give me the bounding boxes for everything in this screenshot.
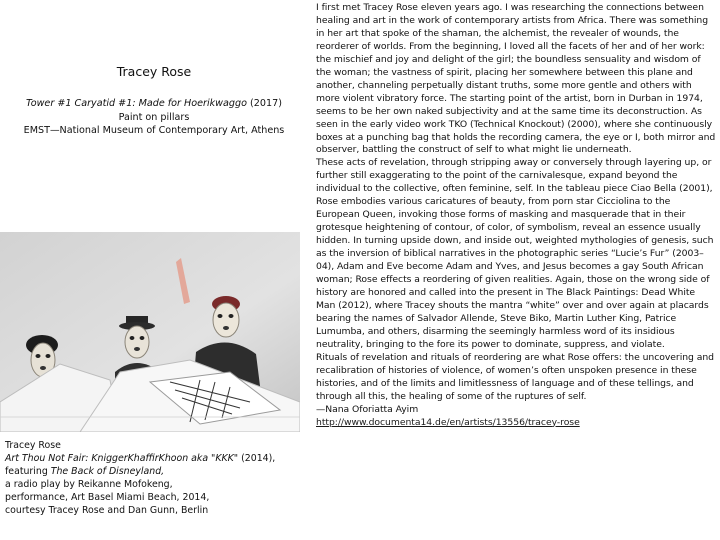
top-caption <box>0 64 308 138</box>
caption-radio-play: a radio play by Reikanne Mofokeng, <box>5 479 173 490</box>
essay-paragraph-3: Rituals of revelation and rituals of reordering are what Rose offers: the uncovering and recalibration of histories of violence, of women’s often unspoken presence in these histories, and of the limits and limitlessness of language and of these tellings, and through all this, the healing of some of the ruptures of self. <box>316 351 714 402</box>
work-venue: EMST—National Museum of Contemporary Art, Athens <box>23 125 285 137</box>
artist-name: Tracey Rose <box>116 64 192 79</box>
essay-source-link[interactable]: http://www.documenta14.de/en/artists/13556/tracey-rose <box>316 416 580 428</box>
performance-photo-graphic <box>0 232 300 432</box>
work-year: (2017) <box>250 98 282 109</box>
left-column <box>0 0 308 540</box>
essay-column <box>316 2 716 429</box>
caption-featuring-title: The Back of Disneyland, <box>50 466 165 477</box>
bottom-caption <box>5 439 305 517</box>
work-title: Tower #1 Caryatid #1: Made for Hoerikwaggo <box>26 98 247 109</box>
essay-paragraph-2: These acts of revelation, through stripping away or conversely through layering up, or further still exaggerating to the point of the carnivalesque, expand beyond the individual to the collective, often feminine, self. In the tableau piece Ciao Bella (2001), Rose embodies various caricatures of beauty, from porn star Cicciolina to the European Queen, invoking those forms of masking and masquerade that in their grotesque heightening of contour, of color, of symbolism, reveal an essence usually hidden. In turning upside down, and inside out, weighted mythologies of genesis, such as the inversion of biblical narratives in the photographic series “Lucie’s Fur” (2003–04), Adam and Eve become Adam and Yves, and Jesus becomes a gay South African woman; Rose effects a reordering of given realities. Again, those on the wrong side of history are honored and called into the present in The Black Paintings: Dead White Man (2012), where Tracey shouts the mantra “white” over and over again at placards bearing the names of Salvador Allende, Steve Biko, Martin Luther King, Patrice Lumumba, and others, disarming the seemingly harmless word of its insidious neutrality, bringing to the fore its power to dominate, suppress, and violate. <box>316 157 714 350</box>
caption-artist: Tracey Rose <box>5 440 61 451</box>
caption-year: (2014), <box>241 453 276 464</box>
work-medium: Paint on pillars <box>118 111 190 123</box>
caption-title: Art Thou Not Fair: KniggerKhaffirKhoon aka "KKK" <box>5 453 239 464</box>
caption-courtesy: courtesy Tracey Rose and Dan Gunn, Berlin <box>5 505 209 516</box>
caption-performance: performance, Art Basel Miami Beach, 2014, <box>5 492 210 503</box>
caption-featuring-prefix: featuring <box>5 466 51 477</box>
essay-author: —Nana Oforiatta Ayim <box>316 403 419 415</box>
performance-photo <box>0 232 300 432</box>
caption-title-line <box>5 452 305 465</box>
caption-featuring-line <box>5 465 305 478</box>
work-title-line <box>0 97 308 111</box>
essay-paragraph-1: I first met Tracey Rose eleven years ago. I was researching the connections between healing and art in the work of contemporary artists from Africa. There was something in her art that spoke of the shaman, the alchemist, the revealer of wounds, the reorderer of worlds. From the beginning, I loved all the facets of her and of her work: the mischief and joy and delight of the girl; the boundless sensuality and wisdom of the woman; the vastness of spirit, placing her somewhere between this plane and another, channeling perpetually distant truths, some more gentle and others with more violent vibratory force. The starting point of the artist, born in Durban in 1974, seems to be her own naked subjectivity and at the same time its deconstruction. As seen in the early video work TKO (Technical Knockout) (2000), where she continuously boxes at a punching bag that holds the recording camera, the eye or I, both mirror and observer, battling the construct of self to what might lie underneath. <box>316 2 716 156</box>
